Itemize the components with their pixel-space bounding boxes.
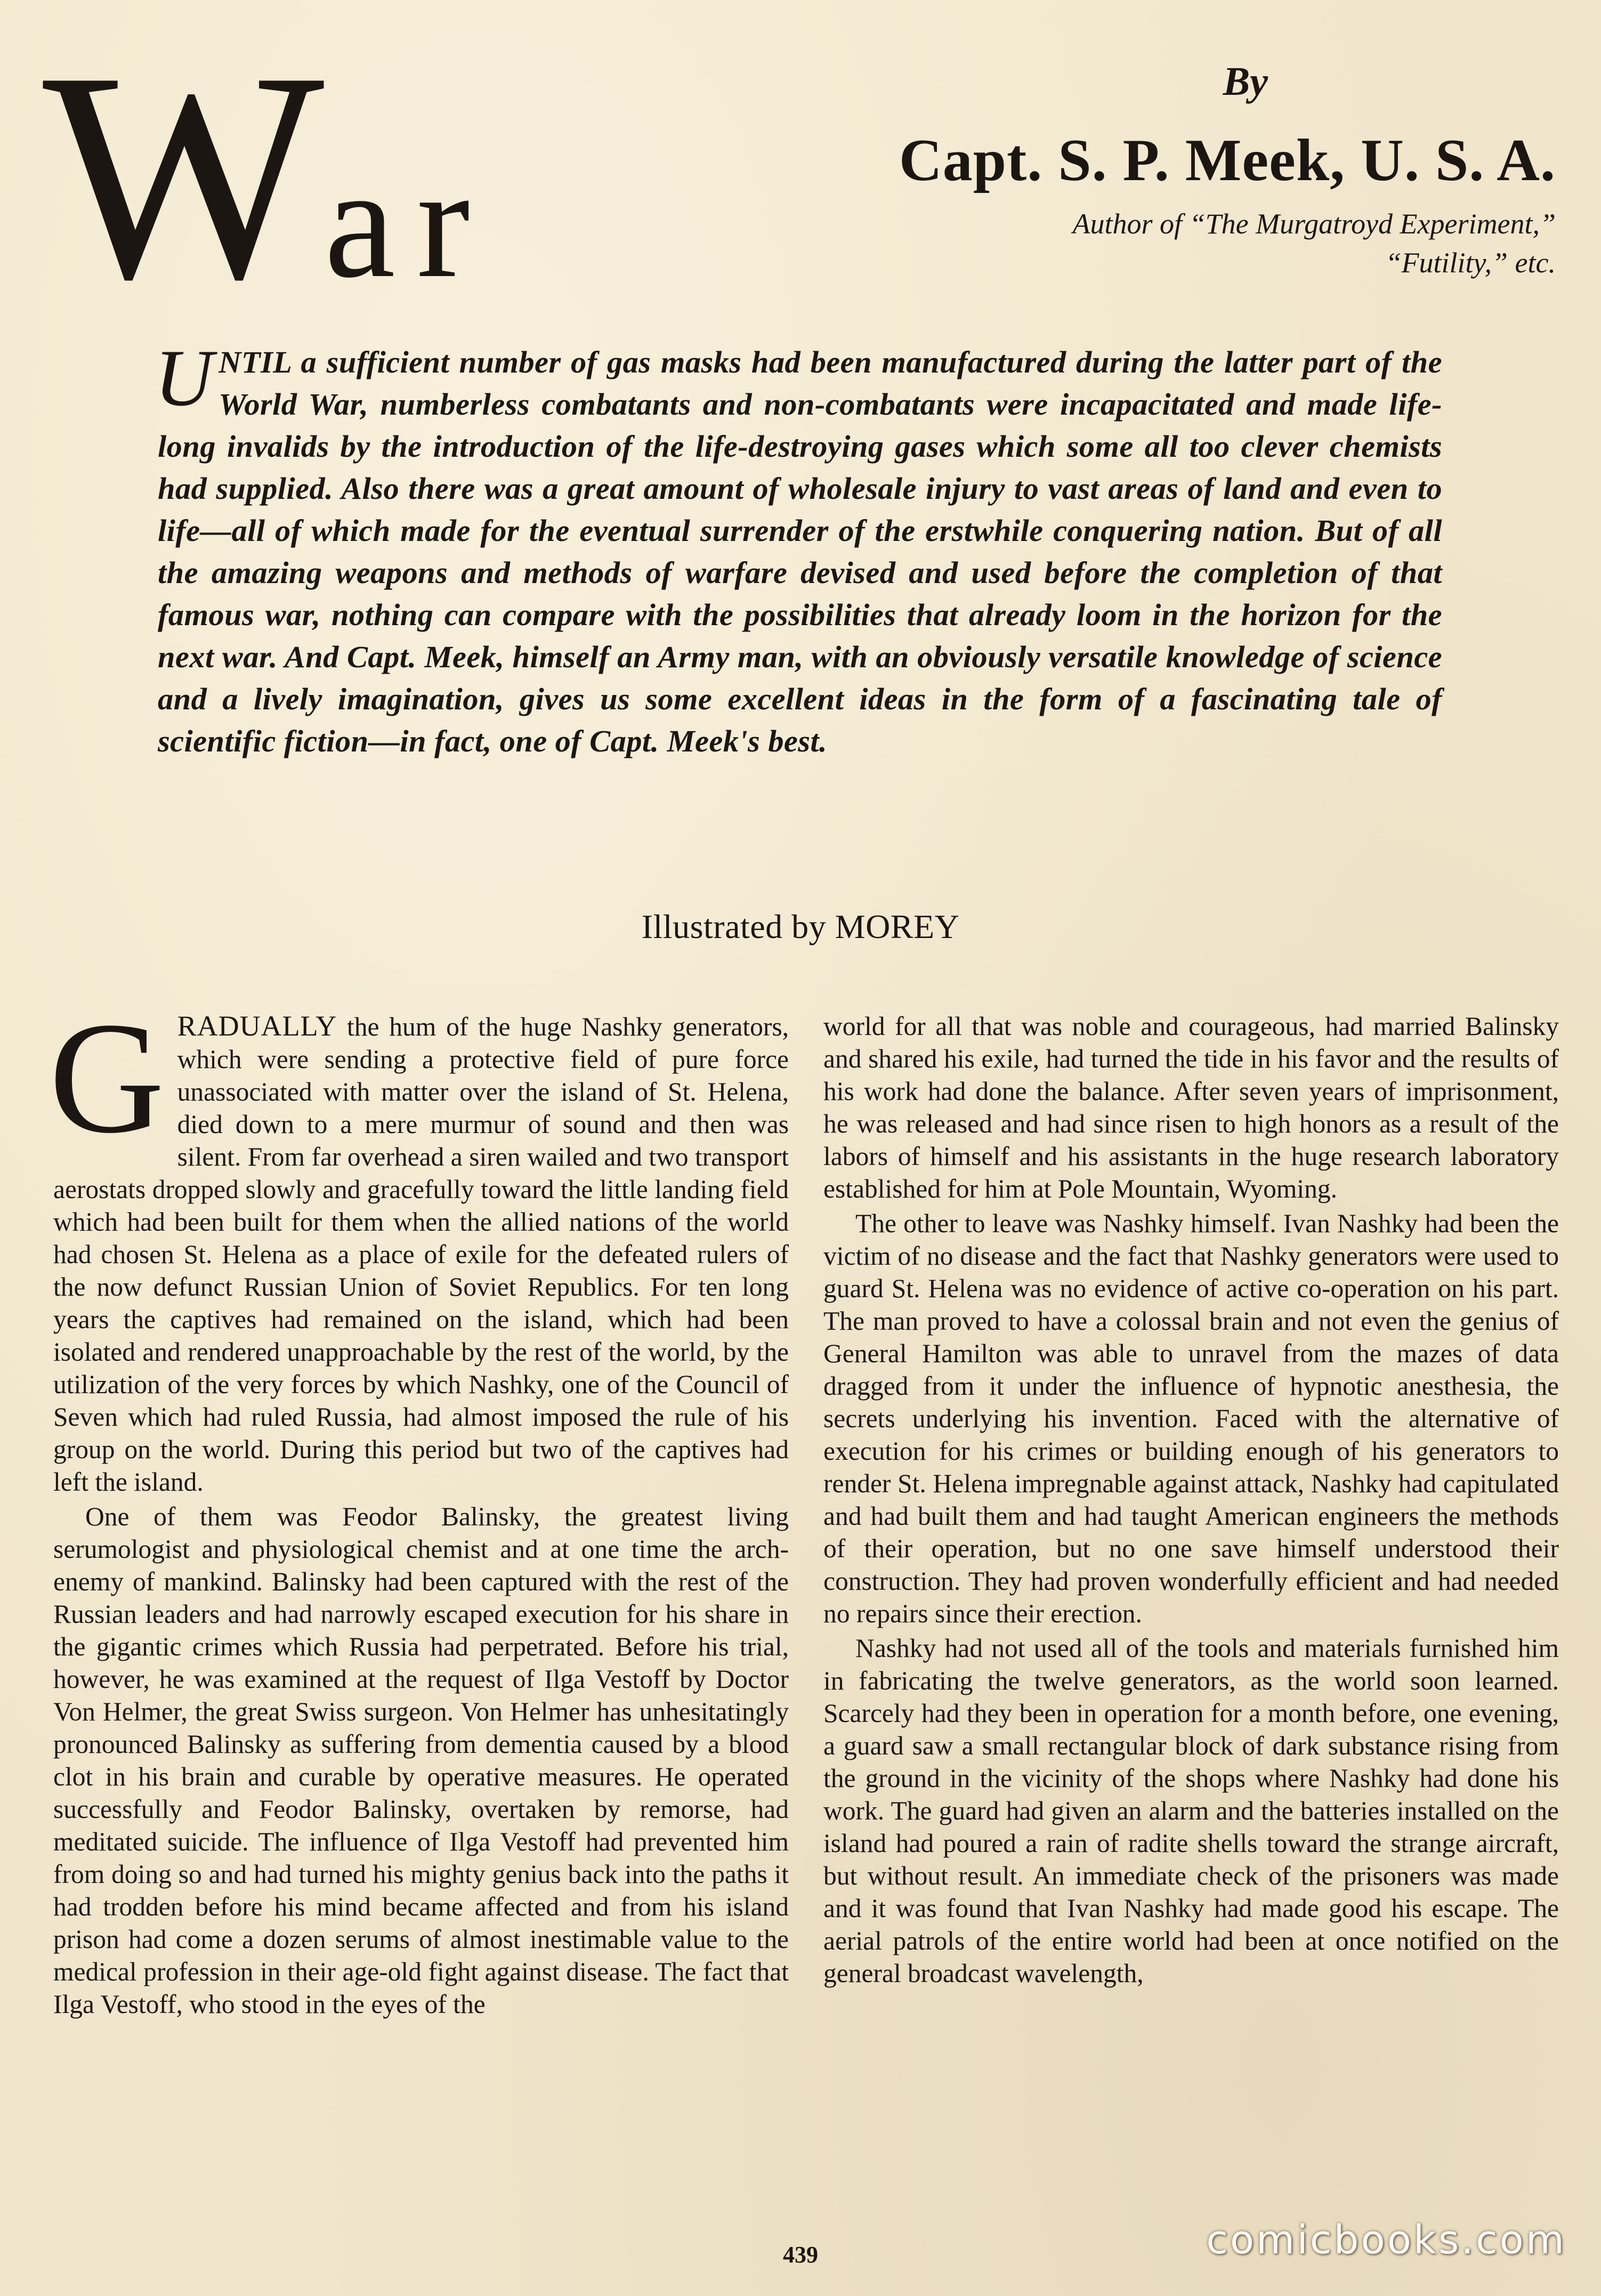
paragraph-text: the hum of the huge Nashky generators, which were sending a protective field of pure force unassociated with matter over the island of St. Helena, died down to a mere murmur of sound and then was silent. From far overhead a siren wailed and two transport aerostats dropped slowly and gracefully toward the little landing field which had been built for them when the allied nations of the world had chosen St. Helena as a place of exile for the defeated rulers of the now defunct Russian Union of Soviet Republics. For ten long years the captives had remained on the island, which had been isolated and rendered unapproachable by the rest of the world, by the utilization of the very forces by which Nashky, one of the Council of Seven which had ruled Russia, had almost imposed the rule of his group on the world. During this period but two of the captives had left the island. (53, 1012, 789, 1497)
intro-initial: U (155, 333, 214, 423)
drop-cap: G (49, 989, 165, 1166)
credits-line-2: “Futility,” etc. (1385, 246, 1556, 279)
author-name: Capt. S. P. Meek, U. S. A. (899, 127, 1556, 193)
author-credits (899, 205, 1556, 282)
page-number: 439 (783, 2242, 818, 2268)
paragraph (49, 989, 789, 1498)
title-initial: W (43, 11, 325, 341)
credits-line-1: Author of “The Murgatroyd Experiment,” (1072, 208, 1556, 240)
paragraph: One of them was Feodor Balinsky, the greatest living serumologist and physiological chemist and at one time the arch-enemy of mankind. Balinsky had been captured with the rest of the Russian leaders and had narrowly escaped execution for his share in the gigantic crimes which Russia had perpetrated. Before his trial, however, he was examined at the request of Ilga Vestoff by Doctor Von Helmer, the great Swiss surgeon. Von Helmer has unhesitatingly pronounced Balinsky as suffering from dementia caused by a blood clot in his brain and curable by operative measures. He operated successfully and Feodor Balinsky, overtaken by remorse, had meditated suicide. The influence of Ilga Vestoff had prevented him from doing so and had turned his mighty genius back into the paths it had trodden before his mind became affected and from his island prison had come a dozen serums of almost inestimable value to the medical profession in their age-old fight against disease. The fact that Ilga Vestoff, who stood in the eyes of the (53, 1502, 789, 2019)
paragraph: The other to leave was Nashky himself. Ivan Nashky had been the victim of no disease and the fact that Nashky generators were used to guard St. Helena was no evidence of active co-operation on his part. The man proved to have a colossal brain and not even the genius of General Hamilton was able to unravel from the mazes of data dragged from it under the influence of hypnotic anesthesia, the secrets underlying his invention. Faced with the alternative of execution for his crimes or building enough of his generators to render St. Helena impregnable against attack, Nashky had capitulated and had built them and had taught American engineers the methods of their operation, but no one save himself understood their construction. They had proven wonderfully efficient and had needed no repairs since their erection. (823, 1209, 1559, 1628)
story-title (43, 11, 491, 341)
lead-word: RADUALLY (177, 1010, 337, 1042)
intro-blurb (155, 333, 1442, 762)
body-column-right (823, 1010, 1559, 1990)
illustrator-credit: Illustrated by MOREY (641, 908, 960, 945)
paragraph: world for all that was noble and courageous, had married Balinsky and shared his exile, had turned the tide in his favor and the results of his work had done the balance. After seven years of imprisonment, he was released and had since risen to high honors as a result of the labors of himself and his assistants in the huge research laboratory established for him at Pole Mountain, Wyoming. (823, 1012, 1559, 1203)
intro-text: NTIL a sufficient number of gas masks had been manufactured during the latter part of the World War, numberless combatants and non-combatants were incapacitated and made life-long invalids by the introduction of the life-destroying gases which some all too clever chemists had supplied. Also there was a great amount of wholesale injury to vast areas of land and even to life—all of which made for the eventual surrender of the erstwhile conquering nation. But of all the amazing weapons and methods of warfare devised and used before the completion of that famous war, nothing can compare with the possibilities that already loom in the horizon for the next war. And Capt. Meek, himself an Army man, with an obviously versatile knowledge of science and a lively imagination, gives us some excellent ideas in the form of a fascinating tale of scientific fiction—in fact, one of Capt. Meek's best. (158, 345, 1442, 758)
byline-block (899, 59, 1556, 282)
paragraph: Nashky had not used all of the tools and materials furnished him in fabricating the twelve generators, as the world soon learned. Scarcely had they been in operation for a month before, one evening, a guard saw a small rectangular block of dark substance rising from the ground in the vicinity of the shops where Nashky had done his work. The guard had given an alarm and the batteries installed on the island had poured a rain of radite shells toward the strange aircraft, but without result. An immediate check of the prisoners was made and it was found that Ivan Nashky had made good his escape. The aerial patrols of the entire world had been at once notified on the general broadcast wavelength, (823, 1634, 1559, 1988)
watermark: comicbooks.com (1206, 2217, 1566, 2263)
body-column-left (49, 989, 789, 2020)
by-label: By (1223, 59, 1268, 104)
title-rest: ar (324, 134, 491, 311)
